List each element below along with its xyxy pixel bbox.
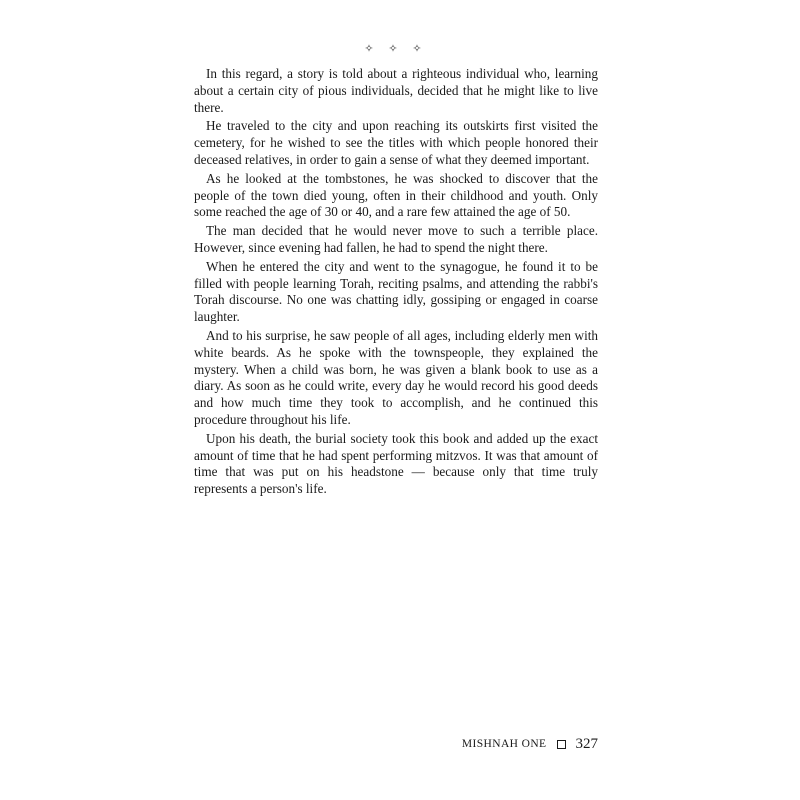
- paragraph: He traveled to the city and upon reaching its outskirts first visited the cemetery, for he wished to see the titles with which people honored their deceased relatives, in order to gain a sense of what they deemed important.: [194, 118, 598, 167]
- section-separator: [194, 40, 598, 58]
- running-head: MISHNAH ONE: [461, 738, 547, 750]
- ornament-icon: ✧: [388, 43, 404, 55]
- page-number: 327: [575, 735, 598, 752]
- paragraph: And to his surprise, he saw people of all ages, including elderly men with white beards. As he spoke with the townspeople, they explained the mystery. When a child was born, he was given a blank book to use as a diary. As soon as he could write, every day he would record his good deeds and how much time they took to accomplish, and he continued this procedure throughout his life.: [194, 327, 598, 427]
- page-footer: [462, 734, 598, 754]
- paragraph: As he looked at the tombstones, he was shocked to discover that the people of the town died young, often in their childhood and youth. Only some reached the age of 30 or 40, and a rare few attained the age of 50.: [194, 170, 598, 220]
- paragraph: In this regard, a story is told about a righteous individual who, learning about a certain city of pious individuals, decided that he might like to live there.: [194, 66, 598, 115]
- paragraph: The man decided that he would never move to such a terrible place. However, since evening had fallen, he had to spend the night there.: [194, 223, 598, 255]
- book-page: [194, 40, 598, 760]
- body-text: [194, 66, 598, 498]
- ornament-icon: ✧: [412, 43, 428, 55]
- box-icon: [557, 740, 566, 749]
- paragraph: When he entered the city and went to the synagogue, he found it to be filled with people learning Torah, reciting psalms, and attending the rabbi's Torah discourse. No one was chatting idly, gossiping or engaged in coarse laughter.: [194, 258, 598, 325]
- ornament-icon: ✧: [364, 43, 380, 55]
- paragraph: Upon his death, the burial society took this book and added up the exact amount of time that he had spent performing mitzvos. It was that amount of time that was put on his headstone — because only that time truly represents a person's life.: [194, 430, 598, 497]
